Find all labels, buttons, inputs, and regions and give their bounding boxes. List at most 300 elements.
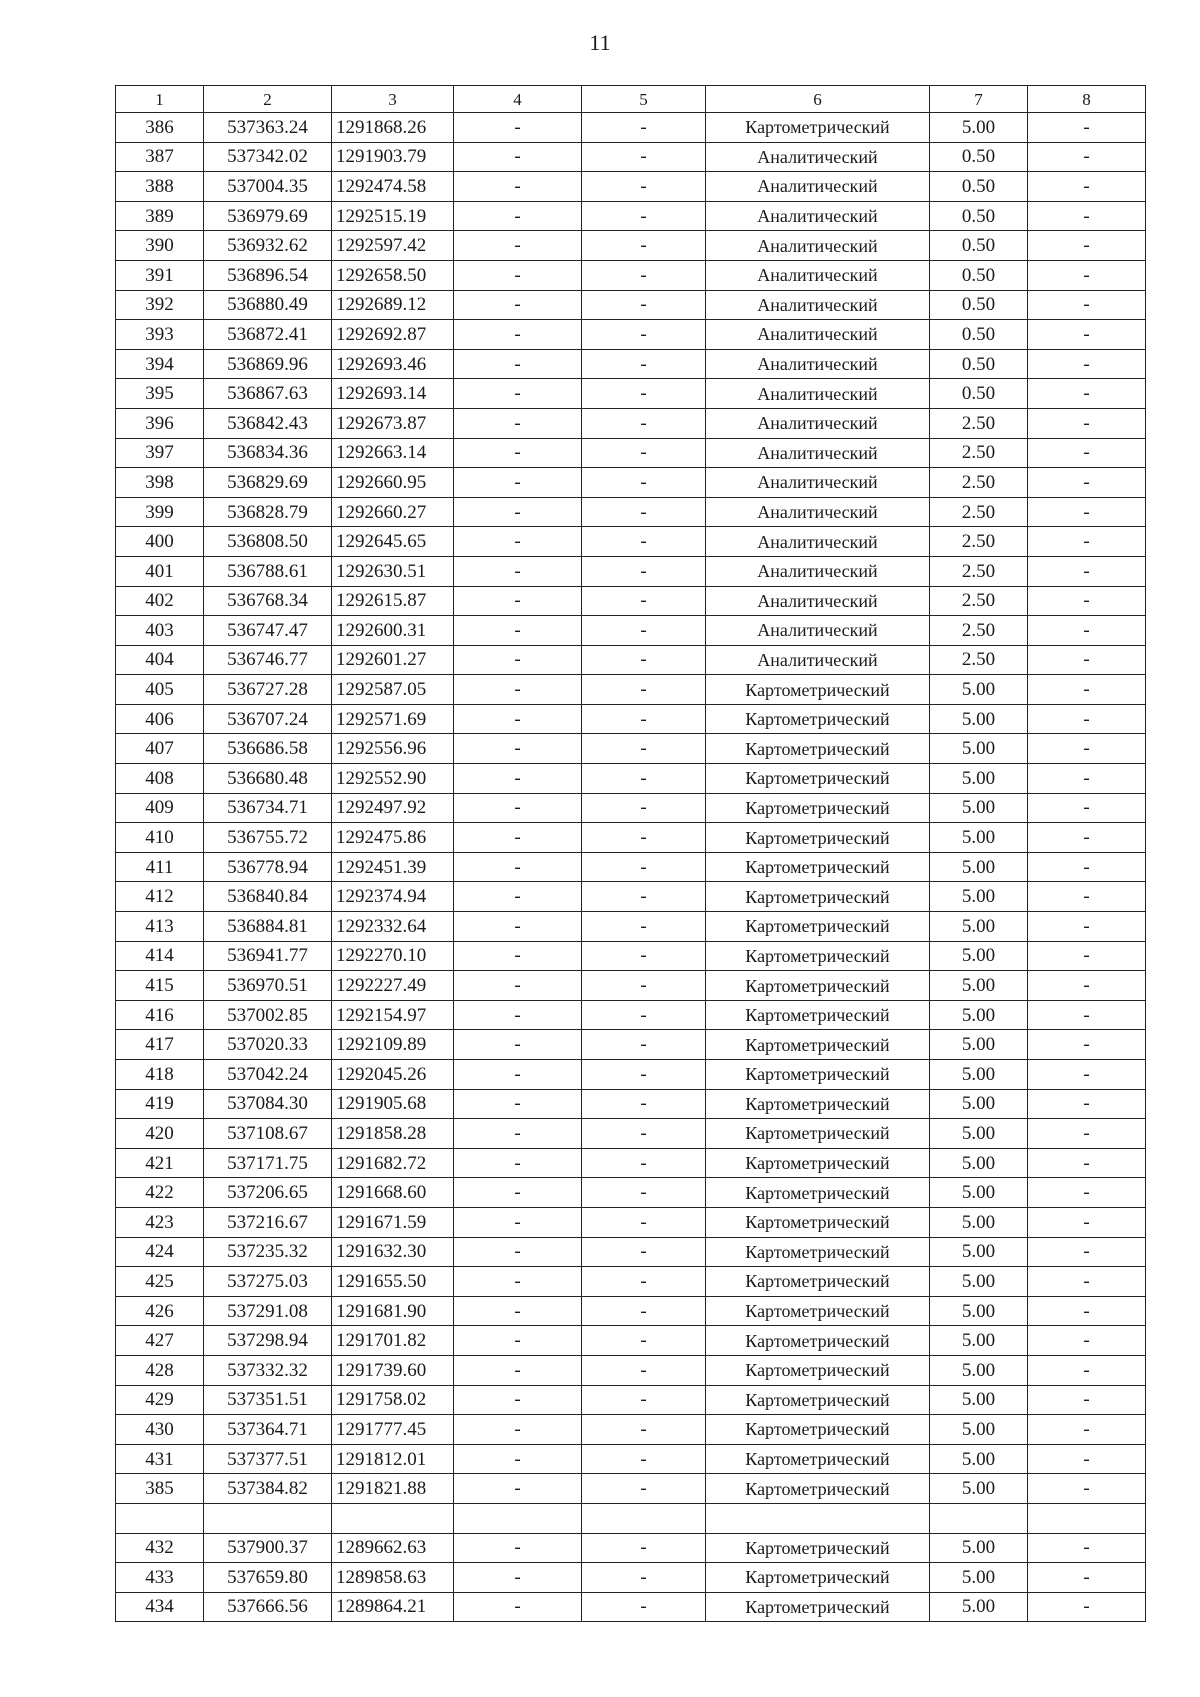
cell-x-coordinate: 537216.67 — [204, 1207, 332, 1237]
cell-col-4: - — [454, 1089, 582, 1119]
cell-col-4: - — [454, 290, 582, 320]
cell-point-number: 418 — [116, 1060, 204, 1090]
cell-col-4: - — [454, 941, 582, 971]
cell-col-8: - — [1028, 764, 1146, 794]
cell-col-4 — [454, 1503, 582, 1533]
cell-y-coordinate: 1292630.51 — [332, 556, 454, 586]
cell-point-number: 412 — [116, 882, 204, 912]
cell-col-5: - — [582, 793, 706, 823]
cell-point-number: 401 — [116, 556, 204, 586]
cell-col-4: - — [454, 852, 582, 882]
cell-col-4: - — [454, 1030, 582, 1060]
cell-y-coordinate — [332, 1503, 454, 1533]
table-row — [116, 675, 1146, 705]
table-row — [116, 912, 1146, 942]
cell-col-5: - — [582, 645, 706, 675]
cell-col-4: - — [454, 408, 582, 438]
cell-method: Аналитический — [706, 645, 930, 675]
cell-y-coordinate: 1291821.88 — [332, 1474, 454, 1504]
cell-x-coordinate: 537332.32 — [204, 1355, 332, 1385]
cell-col-5: - — [582, 1415, 706, 1445]
cell-accuracy: 0.50 — [930, 260, 1028, 290]
cell-x-coordinate: 536707.24 — [204, 704, 332, 734]
table-row — [116, 1119, 1146, 1149]
cell-point-number: 422 — [116, 1178, 204, 1208]
cell-y-coordinate: 1289858.63 — [332, 1563, 454, 1593]
cell-x-coordinate: 536755.72 — [204, 823, 332, 853]
cell-col-8: - — [1028, 1237, 1146, 1267]
table-row — [116, 468, 1146, 498]
cell-col-8: - — [1028, 349, 1146, 379]
table-row — [116, 616, 1146, 646]
cell-point-number: 423 — [116, 1207, 204, 1237]
cell-y-coordinate: 1292601.27 — [332, 645, 454, 675]
cell-point-number: 404 — [116, 645, 204, 675]
cell-y-coordinate: 1292615.87 — [332, 586, 454, 616]
cell-col-5: - — [582, 852, 706, 882]
cell-col-5: - — [582, 260, 706, 290]
cell-col-5: - — [582, 586, 706, 616]
table-row — [116, 971, 1146, 1001]
cell-point-number: 400 — [116, 527, 204, 557]
cell-col-4: - — [454, 260, 582, 290]
cell-point-number: 431 — [116, 1444, 204, 1474]
cell-col-8: - — [1028, 704, 1146, 734]
cell-y-coordinate: 1291632.30 — [332, 1237, 454, 1267]
cell-col-8: - — [1028, 941, 1146, 971]
cell-point-number: 421 — [116, 1148, 204, 1178]
cell-y-coordinate: 1291903.79 — [332, 142, 454, 172]
cell-point-number: 410 — [116, 823, 204, 853]
cell-col-5: - — [582, 1267, 706, 1297]
cell-method: Картометрический — [706, 1148, 930, 1178]
cell-x-coordinate: 537659.80 — [204, 1563, 332, 1593]
cell-col-5: - — [582, 1089, 706, 1119]
column-header-7: 7 — [930, 86, 1028, 113]
cell-method: Картометрический — [706, 1000, 930, 1030]
cell-x-coordinate: 537108.67 — [204, 1119, 332, 1149]
cell-method: Картометрический — [706, 1030, 930, 1060]
cell-method: Картометрический — [706, 1119, 930, 1149]
cell-method: Картометрический — [706, 675, 930, 705]
table-row — [116, 290, 1146, 320]
cell-col-4: - — [454, 1119, 582, 1149]
cell-col-5: - — [582, 882, 706, 912]
cell-point-number: 389 — [116, 201, 204, 231]
cell-col-5: - — [582, 1030, 706, 1060]
cell-accuracy: 5.00 — [930, 1237, 1028, 1267]
cell-y-coordinate: 1292645.65 — [332, 527, 454, 557]
cell-col-8: - — [1028, 260, 1146, 290]
cell-col-5: - — [582, 320, 706, 350]
column-header-2: 2 — [204, 86, 332, 113]
cell-col-5: - — [582, 1060, 706, 1090]
cell-method: Аналитический — [706, 616, 930, 646]
cell-col-4: - — [454, 1415, 582, 1445]
cell-y-coordinate: 1292556.96 — [332, 734, 454, 764]
cell-x-coordinate: 536778.94 — [204, 852, 332, 882]
cell-col-4: - — [454, 1533, 582, 1563]
cell-accuracy: 5.00 — [930, 852, 1028, 882]
cell-method: Картометрический — [706, 1060, 930, 1090]
cell-point-number: 434 — [116, 1592, 204, 1622]
cell-x-coordinate: 536788.61 — [204, 556, 332, 586]
cell-col-4: - — [454, 734, 582, 764]
table-row — [116, 113, 1146, 143]
cell-col-4: - — [454, 172, 582, 202]
cell-accuracy: 5.00 — [930, 1267, 1028, 1297]
cell-col-5: - — [582, 1533, 706, 1563]
cell-col-8: - — [1028, 1267, 1146, 1297]
cell-point-number: 415 — [116, 971, 204, 1001]
cell-x-coordinate: 536828.79 — [204, 497, 332, 527]
cell-y-coordinate: 1292552.90 — [332, 764, 454, 794]
cell-method: Аналитический — [706, 379, 930, 409]
coordinates-table — [115, 85, 1146, 1622]
cell-x-coordinate: 536884.81 — [204, 912, 332, 942]
cell-col-4: - — [454, 645, 582, 675]
cell-accuracy: 5.00 — [930, 704, 1028, 734]
cell-point-number: 408 — [116, 764, 204, 794]
table-row — [116, 941, 1146, 971]
cell-y-coordinate: 1292663.14 — [332, 438, 454, 468]
cell-method: Картометрический — [706, 1592, 930, 1622]
cell-col-5: - — [582, 704, 706, 734]
cell-method: Картометрический — [706, 1385, 930, 1415]
cell-col-4: - — [454, 1474, 582, 1504]
cell-method: Картометрический — [706, 852, 930, 882]
table-row — [116, 1503, 1146, 1533]
cell-col-8: - — [1028, 1533, 1146, 1563]
cell-col-4: - — [454, 971, 582, 1001]
cell-method: Картометрический — [706, 113, 930, 143]
cell-accuracy: 2.50 — [930, 497, 1028, 527]
table-row — [116, 1237, 1146, 1267]
cell-col-8: - — [1028, 1385, 1146, 1415]
cell-y-coordinate: 1292600.31 — [332, 616, 454, 646]
cell-x-coordinate: 536727.28 — [204, 675, 332, 705]
cell-x-coordinate: 536746.77 — [204, 645, 332, 675]
cell-x-coordinate: 536829.69 — [204, 468, 332, 498]
cell-col-8: - — [1028, 882, 1146, 912]
table-row — [116, 379, 1146, 409]
cell-col-5: - — [582, 823, 706, 853]
cell-col-8: - — [1028, 527, 1146, 557]
cell-col-5: - — [582, 527, 706, 557]
cell-accuracy: 5.00 — [930, 882, 1028, 912]
table-row — [116, 852, 1146, 882]
column-header-3: 3 — [332, 86, 454, 113]
cell-col-8: - — [1028, 231, 1146, 261]
cell-col-5: - — [582, 1385, 706, 1415]
cell-point-number: 424 — [116, 1237, 204, 1267]
cell-col-5: - — [582, 764, 706, 794]
cell-y-coordinate: 1292332.64 — [332, 912, 454, 942]
cell-method: Картометрический — [706, 1415, 930, 1445]
table-row — [116, 764, 1146, 794]
cell-point-number: 413 — [116, 912, 204, 942]
cell-y-coordinate: 1292497.92 — [332, 793, 454, 823]
cell-accuracy: 2.50 — [930, 468, 1028, 498]
table-row — [116, 1563, 1146, 1593]
cell-accuracy: 5.00 — [930, 675, 1028, 705]
cell-col-8: - — [1028, 734, 1146, 764]
cell-method: Картометрический — [706, 1178, 930, 1208]
cell-y-coordinate: 1292692.87 — [332, 320, 454, 350]
cell-accuracy: 5.00 — [930, 912, 1028, 942]
cell-point-number: 399 — [116, 497, 204, 527]
cell-method: Аналитический — [706, 320, 930, 350]
table-row — [116, 1148, 1146, 1178]
cell-method: Картометрический — [706, 1355, 930, 1385]
cell-col-8: - — [1028, 556, 1146, 586]
cell-accuracy: 5.00 — [930, 1000, 1028, 1030]
column-header-4: 4 — [454, 86, 582, 113]
cell-x-coordinate: 536834.36 — [204, 438, 332, 468]
cell-col-8: - — [1028, 1415, 1146, 1445]
cell-col-5: - — [582, 408, 706, 438]
table-row — [116, 586, 1146, 616]
cell-y-coordinate: 1292660.27 — [332, 497, 454, 527]
cell-point-number: 386 — [116, 113, 204, 143]
table-row — [116, 1474, 1146, 1504]
cell-col-4: - — [454, 616, 582, 646]
cell-method: Картометрический — [706, 1326, 930, 1356]
cell-accuracy: 5.00 — [930, 1592, 1028, 1622]
cell-x-coordinate: 536941.77 — [204, 941, 332, 971]
cell-x-coordinate: 536867.63 — [204, 379, 332, 409]
cell-col-5: - — [582, 497, 706, 527]
table-row — [116, 793, 1146, 823]
cell-accuracy: 0.50 — [930, 349, 1028, 379]
cell-y-coordinate: 1291701.82 — [332, 1326, 454, 1356]
cell-col-8: - — [1028, 1148, 1146, 1178]
cell-col-5: - — [582, 675, 706, 705]
cell-accuracy: 0.50 — [930, 379, 1028, 409]
cell-y-coordinate: 1292571.69 — [332, 704, 454, 734]
table-row — [116, 1444, 1146, 1474]
cell-col-5: - — [582, 912, 706, 942]
cell-method: Картометрический — [706, 1296, 930, 1326]
cell-accuracy: 2.50 — [930, 645, 1028, 675]
cell-method: Аналитический — [706, 260, 930, 290]
cell-method: Картометрический — [706, 1563, 930, 1593]
cell-point-number: 425 — [116, 1267, 204, 1297]
cell-col-4: - — [454, 1563, 582, 1593]
cell-accuracy: 5.00 — [930, 1089, 1028, 1119]
cell-accuracy: 5.00 — [930, 1385, 1028, 1415]
cell-x-coordinate: 536808.50 — [204, 527, 332, 557]
cell-col-5: - — [582, 1474, 706, 1504]
cell-y-coordinate: 1292270.10 — [332, 941, 454, 971]
cell-x-coordinate: 536932.62 — [204, 231, 332, 261]
cell-x-coordinate: 537342.02 — [204, 142, 332, 172]
cell-col-4: - — [454, 1148, 582, 1178]
cell-col-5: - — [582, 1237, 706, 1267]
cell-accuracy: 5.00 — [930, 1415, 1028, 1445]
table-row — [116, 408, 1146, 438]
cell-col-5 — [582, 1503, 706, 1533]
cell-point-number: 403 — [116, 616, 204, 646]
table-row — [116, 645, 1146, 675]
cell-method: Картометрический — [706, 971, 930, 1001]
cell-col-8: - — [1028, 172, 1146, 202]
table-row — [116, 497, 1146, 527]
cell-point-number: 428 — [116, 1355, 204, 1385]
column-header-8: 8 — [1028, 86, 1146, 113]
cell-y-coordinate: 1292474.58 — [332, 172, 454, 202]
cell-col-4: - — [454, 438, 582, 468]
cell-y-coordinate: 1291682.72 — [332, 1148, 454, 1178]
cell-col-4: - — [454, 912, 582, 942]
cell-method: Аналитический — [706, 527, 930, 557]
cell-col-5: - — [582, 1444, 706, 1474]
cell-method: Аналитический — [706, 586, 930, 616]
cell-accuracy: 5.00 — [930, 971, 1028, 1001]
cell-point-number: 398 — [116, 468, 204, 498]
cell-method: Картометрический — [706, 1533, 930, 1563]
cell-method: Картометрический — [706, 1267, 930, 1297]
cell-col-8: - — [1028, 1563, 1146, 1593]
cell-col-5: - — [582, 201, 706, 231]
table-row — [116, 1000, 1146, 1030]
cell-point-number: 394 — [116, 349, 204, 379]
cell-col-8: - — [1028, 1355, 1146, 1385]
cell-point-number — [116, 1503, 204, 1533]
cell-col-8: - — [1028, 1178, 1146, 1208]
cell-y-coordinate: 1292587.05 — [332, 675, 454, 705]
cell-method: Картометрический — [706, 734, 930, 764]
cell-col-4: - — [454, 201, 582, 231]
cell-x-coordinate: 536686.58 — [204, 734, 332, 764]
cell-y-coordinate: 1292475.86 — [332, 823, 454, 853]
cell-x-coordinate: 537384.82 — [204, 1474, 332, 1504]
cell-col-4: - — [454, 142, 582, 172]
cell-col-8: - — [1028, 1060, 1146, 1090]
cell-y-coordinate: 1291671.59 — [332, 1207, 454, 1237]
cell-accuracy: 5.00 — [930, 764, 1028, 794]
cell-col-8: - — [1028, 823, 1146, 853]
table-row — [116, 1178, 1146, 1208]
cell-col-4: - — [454, 497, 582, 527]
cell-method: Картометрический — [706, 1207, 930, 1237]
cell-point-number: 397 — [116, 438, 204, 468]
cell-accuracy: 5.00 — [930, 1533, 1028, 1563]
cell-col-4: - — [454, 527, 582, 557]
cell-x-coordinate: 537002.85 — [204, 1000, 332, 1030]
cell-col-8: - — [1028, 113, 1146, 143]
cell-x-coordinate: 536747.47 — [204, 616, 332, 646]
cell-col-8: - — [1028, 675, 1146, 705]
cell-point-number: 414 — [116, 941, 204, 971]
cell-col-5: - — [582, 1592, 706, 1622]
cell-col-8: - — [1028, 1119, 1146, 1149]
cell-col-4: - — [454, 1326, 582, 1356]
cell-col-8: - — [1028, 1296, 1146, 1326]
page-number: 11 — [589, 30, 611, 55]
cell-point-number: 420 — [116, 1119, 204, 1149]
cell-accuracy: 0.50 — [930, 320, 1028, 350]
cell-y-coordinate: 1292045.26 — [332, 1060, 454, 1090]
cell-col-5: - — [582, 113, 706, 143]
cell-accuracy: 5.00 — [930, 113, 1028, 143]
cell-x-coordinate: 537020.33 — [204, 1030, 332, 1060]
cell-x-coordinate: 537235.32 — [204, 1237, 332, 1267]
cell-y-coordinate: 1291668.60 — [332, 1178, 454, 1208]
cell-method — [706, 1503, 930, 1533]
cell-col-8: - — [1028, 1474, 1146, 1504]
table-row — [116, 1267, 1146, 1297]
table-row — [116, 320, 1146, 350]
cell-y-coordinate: 1289864.21 — [332, 1592, 454, 1622]
cell-y-coordinate: 1291777.45 — [332, 1415, 454, 1445]
cell-x-coordinate: 536979.69 — [204, 201, 332, 231]
cell-point-number: 396 — [116, 408, 204, 438]
cell-accuracy: 5.00 — [930, 823, 1028, 853]
table-row — [116, 882, 1146, 912]
cell-accuracy: 5.00 — [930, 1563, 1028, 1593]
cell-point-number: 390 — [116, 231, 204, 261]
cell-method: Картометрический — [706, 1474, 930, 1504]
table-header-row — [116, 86, 1146, 113]
cell-col-4: - — [454, 882, 582, 912]
table-row — [116, 1415, 1146, 1445]
cell-point-number: 432 — [116, 1533, 204, 1563]
cell-col-4: - — [454, 793, 582, 823]
cell-col-4: - — [454, 823, 582, 853]
cell-col-5: - — [582, 438, 706, 468]
table-row — [116, 260, 1146, 290]
cell-point-number: 405 — [116, 675, 204, 705]
table-row — [116, 823, 1146, 853]
cell-col-5: - — [582, 734, 706, 764]
cell-accuracy: 5.00 — [930, 1355, 1028, 1385]
cell-accuracy: 5.00 — [930, 1119, 1028, 1149]
cell-col-8: - — [1028, 1089, 1146, 1119]
cell-col-5: - — [582, 468, 706, 498]
cell-accuracy: 5.00 — [930, 1060, 1028, 1090]
cell-y-coordinate: 1291868.26 — [332, 113, 454, 143]
cell-method: Картометрический — [706, 764, 930, 794]
table-row — [116, 1060, 1146, 1090]
cell-method: Картометрический — [706, 823, 930, 853]
cell-point-number: 429 — [116, 1385, 204, 1415]
cell-point-number: 409 — [116, 793, 204, 823]
cell-point-number: 395 — [116, 379, 204, 409]
cell-col-4: - — [454, 1592, 582, 1622]
cell-col-4: - — [454, 349, 582, 379]
cell-y-coordinate: 1292451.39 — [332, 852, 454, 882]
cell-x-coordinate: 537004.35 — [204, 172, 332, 202]
column-header-5: 5 — [582, 86, 706, 113]
cell-method: Аналитический — [706, 497, 930, 527]
cell-col-4: - — [454, 1060, 582, 1090]
table-row — [116, 1089, 1146, 1119]
cell-accuracy: 5.00 — [930, 1326, 1028, 1356]
cell-col-4: - — [454, 320, 582, 350]
table-row — [116, 1296, 1146, 1326]
cell-col-8: - — [1028, 408, 1146, 438]
cell-point-number: 402 — [116, 586, 204, 616]
cell-y-coordinate: 1292660.95 — [332, 468, 454, 498]
cell-x-coordinate: 537363.24 — [204, 113, 332, 143]
cell-x-coordinate: 536896.54 — [204, 260, 332, 290]
cell-x-coordinate: 537377.51 — [204, 1444, 332, 1474]
table-row — [116, 527, 1146, 557]
cell-x-coordinate: 537364.71 — [204, 1415, 332, 1445]
cell-col-5: - — [582, 1355, 706, 1385]
cell-col-8: - — [1028, 497, 1146, 527]
